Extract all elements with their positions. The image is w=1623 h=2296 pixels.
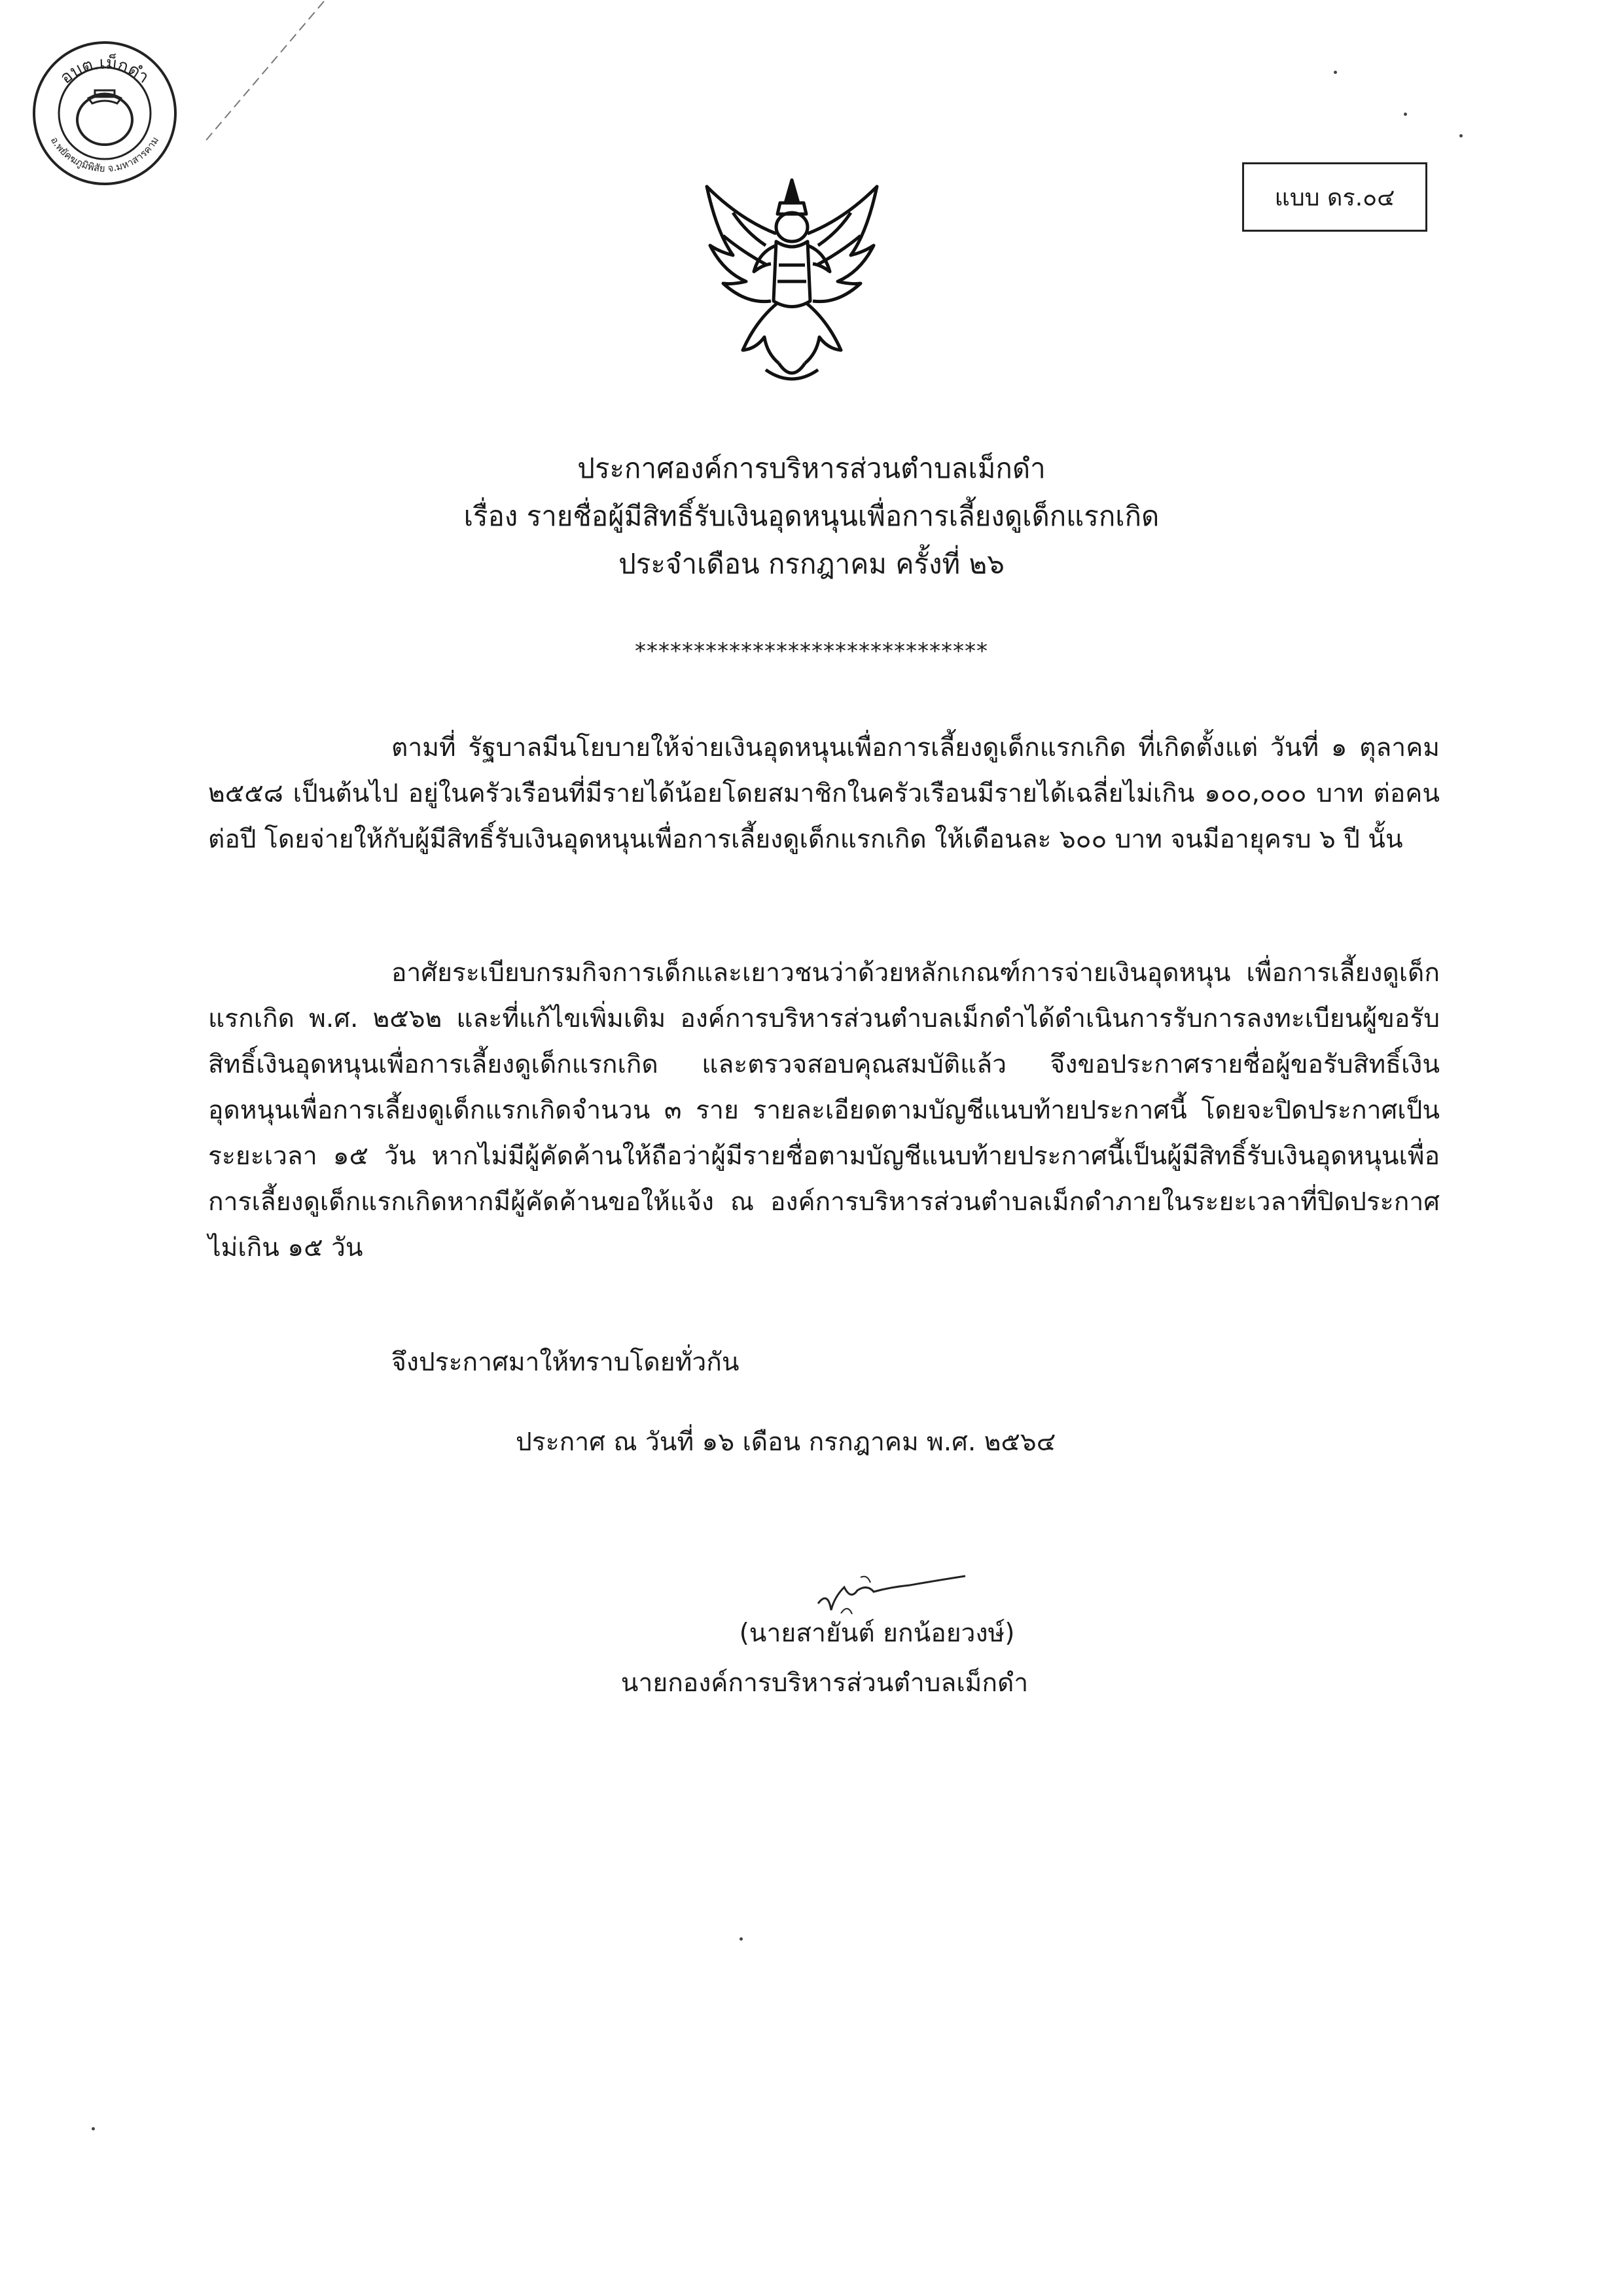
date-line: ประกาศ ณ วันที่ ๑๖ เดือน กรกฎาคม พ.ศ. ๒๕๖๔ — [516, 1427, 1056, 1457]
scan-speck — [1404, 113, 1407, 116]
paragraph-2-text: อาศัยระเบียบกรมกิจการเด็กและเยาวชนว่าด้วยหลักเกณฑ์การจ่ายเงินอุดหนุน เพื่อการเลี้ยงดูเด็กแรกเกิด พ.ศ. ๒๕๖๒ และที่แก้ไขเพิ่มเติม องค์การบริหารส่วนตำบลเม็กดำได้ดำเนินการรับการลงทะเบียนผู้ขอรับสิทธิ์เงินอุดหนุนเพื่อการเลี้ยงดูเด็กแรกเกิด และตรวจสอบคุณสมบัติแล้ว จึงขอประกาศรายชื่อผู้ขอรับสิทธิ์เงินอุดหนุนเพื่อการเลี้ยงดูเด็กแรกเกิดจำนวน ๓ ราย รายละเอียดตามบัญชีแนบท้ายประกาศนี้ โดยจะปิดประกาศเป็นระยะเวลา ๑๕ วัน หากไม่มีผู้คัดค้านให้ถือว่าผู้มีรายชื่อตามบัญชีแนบท้ายประกาศนี้เป็นผู้มีสิทธิ์รับเงินอุดหนุนเพื่อการเลี้ยงดูเด็กแรกเกิดหากมีผู้คัดค้านขอให้แจ้ง ณ องค์การบริหารส่วนตำบลเม็กดำภายในระยะเวลาที่ปิดประกาศไม่เกิน ๑๕ วัน — [208, 958, 1440, 1263]
seal-text-top: อบต.เม็กดำ — [56, 53, 152, 88]
scan-speck — [1334, 71, 1337, 74]
separator-stars: ****************************** — [635, 638, 988, 664]
announcement-period: ประจำเดือน กรกฎาคม ครั้งที่ ๒๖ — [618, 548, 1005, 580]
paragraph-1-text: ตามที่ รัฐบาลมีนโยบายให้จ่ายเงินอุดหนุนเพื่อการเลี้ยงดูเด็กแรกเกิด ที่เกิดตั้งแต่ วันที่ ๑ ตุลาคม ๒๕๕๘ เป็นต้นไป อยู่ในครัวเรือนที่มีรายได้น้อยโดยสมาชิกในครัวเรือนมีรายได้เฉลี่ยไม่เกิน ๑๐๐,๐๐๐ บาท ต่อคน ต่อปี โดยจ่ายให้กับผู้มีสิทธิ์รับเงินอุดหนุนเพื่อการเลี้ยงดูเด็กแรกเกิด ให้เดือนละ ๖๐๐ บาท จนมีอายุครบ ๖ ปี นั้น — [208, 733, 1440, 854]
closing-line: จึงประกาศมาให้ทราบโดยทั่วกัน — [391, 1348, 740, 1377]
signatory-name: (นายสายันต์ ยกน้อยวงษ์) — [739, 1619, 1015, 1648]
signatory-position: นายกองค์การบริหารส่วนตำบลเม็กดำ — [620, 1668, 1029, 1698]
seal-text-bottom: อ.พยัคฆภูมิพิสัย จ.มหาสารคาม — [48, 134, 162, 175]
scan-speck — [1459, 134, 1463, 137]
scan-speck — [92, 2127, 95, 2130]
paragraph-1 — [208, 725, 1440, 863]
svg-text:อ.พยัคฆภูมิพิสัย จ.มหาสารคาม — [48, 135, 161, 175]
garuda-emblem-icon — [694, 173, 890, 389]
scan-speck — [740, 1937, 743, 1941]
form-code-box — [1242, 162, 1427, 232]
official-seal — [29, 38, 180, 188]
paragraph-2 — [208, 950, 1440, 1271]
form-code: แบบ ดร.๐๔ — [1274, 184, 1395, 211]
announcement-subject: เรื่อง รายชื่อผู้มีสิทธิ์รับเงินอุดหนุนเพื่อการเลี้ยงดูเด็กแรกเกิด — [463, 500, 1160, 532]
svg-text:อบต.เม็กดำ — [56, 52, 152, 88]
scan-mark-line — [177, 0, 327, 151]
announcement-title: ประกาศองค์การบริหารส่วนตำบลเม็กดำ — [577, 452, 1046, 484]
